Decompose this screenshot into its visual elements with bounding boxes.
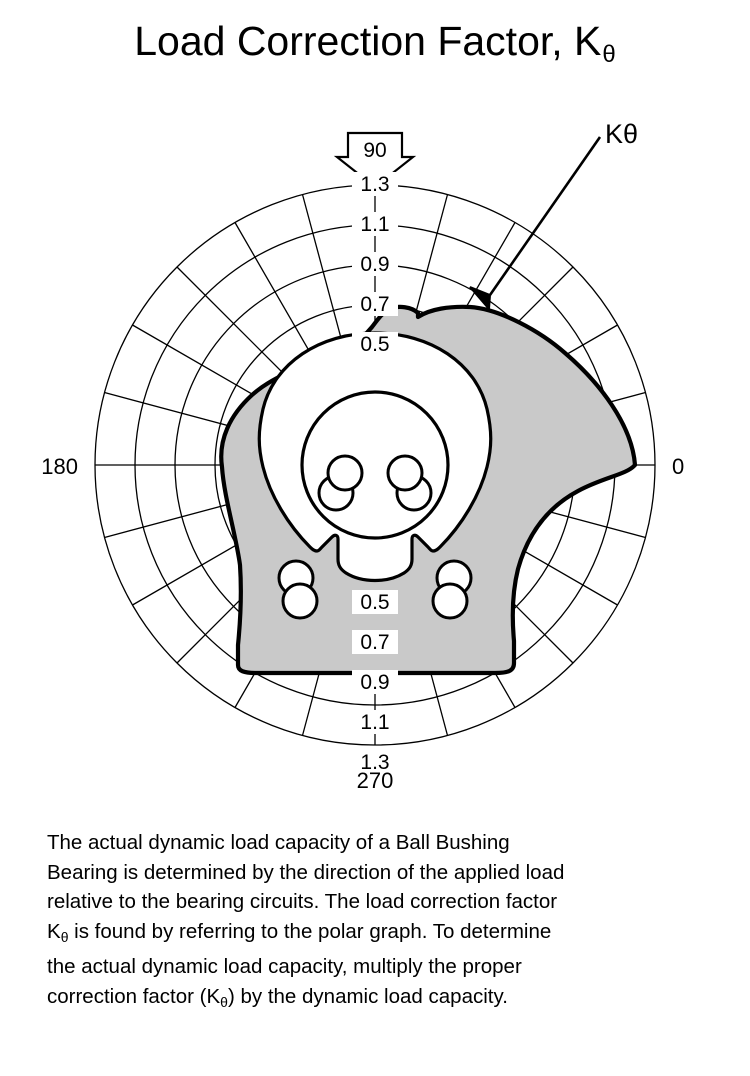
page-title — [0, 18, 750, 69]
ball — [328, 456, 362, 490]
caption-line-4-a: K — [47, 919, 61, 943]
bearing-cross-section — [259, 333, 491, 618]
ball — [388, 456, 422, 490]
caption-line-4-subscript: θ — [60, 928, 69, 945]
angle-label-90: 90 — [363, 139, 387, 162]
radial-tick-top-0.9: 0.9 — [360, 253, 390, 276]
angle-label-0: 0 — [672, 454, 685, 479]
page-title-subscript: θ — [602, 40, 616, 68]
radial-tick-bottom-1.3: 1.3 — [360, 751, 390, 774]
caption-line-1: The actual dynamic load capacity of a Ball Bushing — [47, 831, 510, 854]
polar-chart-svg — [0, 95, 750, 795]
radial-tick-top-1.1: 1.1 — [360, 213, 390, 236]
k-theta-annotation — [470, 119, 638, 309]
radial-tick-bottom-0.9: 0.9 — [360, 671, 390, 694]
radial-tick-top-0.7: 0.7 — [360, 293, 390, 316]
radial-tick-top-0.5: 0.5 — [360, 333, 390, 356]
caption-line-5: the actual dynamic load capacity, multiply the proper — [47, 955, 522, 979]
caption-line-3: relative to the bearing circuits. The load correction factor — [47, 890, 558, 913]
radial-tick-bottom-0.5: 0.5 — [360, 591, 390, 614]
page-title-text: Load Correction Factor, K — [134, 18, 602, 64]
caption-line-6-b: ) by the dynamic load capacity. — [227, 984, 508, 1008]
caption-text — [47, 828, 712, 1017]
caption-line-2: Bearing is determined by the direction of the applied load — [47, 860, 565, 884]
radial-tick-top-1.3: 1.3 — [360, 173, 390, 196]
polar-chart — [0, 95, 750, 795]
angle-label-180: 180 — [41, 454, 78, 479]
caption-line-4-b: is found by referring to the polar graph. To determine — [68, 919, 552, 943]
caption-line-6-a: correction factor (K — [47, 984, 221, 1008]
radial-tick-bottom-0.7: 0.7 — [360, 631, 390, 654]
ball — [433, 584, 467, 618]
ball — [283, 584, 317, 618]
radial-tick-bottom-1.1: 1.1 — [360, 711, 390, 734]
angle-label-270: 270 — [356, 768, 394, 793]
caption-line-6-subscript: θ — [220, 993, 228, 1010]
k-theta-annotation-label: Kθ — [605, 119, 639, 149]
